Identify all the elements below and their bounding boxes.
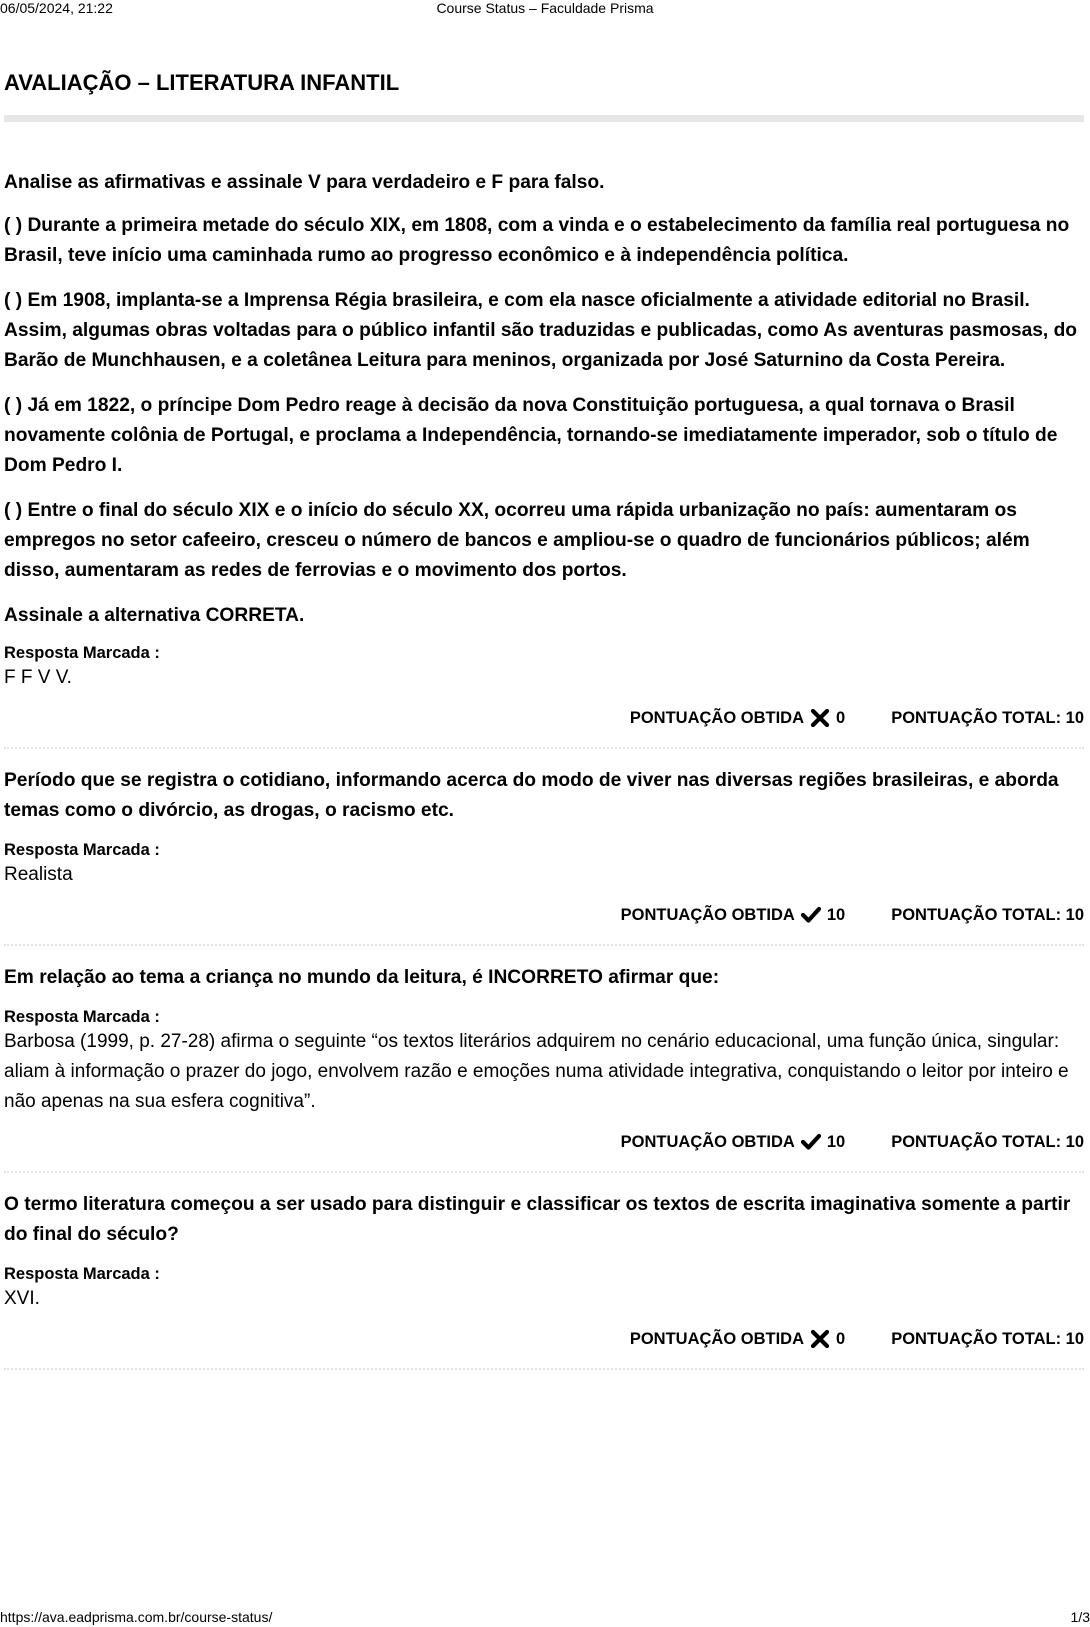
answer-label: Resposta Marcada : (4, 1265, 160, 1283)
score-row (4, 904, 1084, 926)
title-divider (4, 115, 1084, 122)
score-obtained-label: PONTUAÇÃO OBTIDA (620, 906, 795, 924)
question-divider (4, 1171, 1084, 1173)
marked-answer: Realista (4, 864, 73, 885)
question-1-instruction: Analise as afirmativas e assinale V para verdadeiro e F para falso. (4, 172, 605, 193)
score-obtained-label: PONTUAÇÃO OBTIDA (620, 1133, 795, 1151)
x-mark-icon (810, 1330, 830, 1348)
question-1-prompt: Assinale a alternativa CORRETA. (4, 605, 305, 626)
score-obtained (630, 707, 845, 729)
score-obtained-value: 10 (826, 1133, 846, 1151)
score-obtained (621, 1131, 846, 1153)
score-row (4, 1328, 1084, 1350)
answer-label: Resposta Marcada : (4, 644, 160, 662)
page-title: AVALIAÇÃO – LITERATURA INFANTIL (4, 70, 400, 95)
marked-answer: Barbosa (1999, p. 27-28) afirma o seguinte “os textos literários adquirem no cenário educacional, uma função única, singular: aliam à informação o prazer do jogo, envolvem razão e emoções numa atividade integrativa, conquistando o leitor por inteiro e não apenas na sua esfera cognitiva”. (4, 1031, 1069, 1112)
page-number: 1/3 (1070, 1609, 1090, 1625)
score-row (4, 707, 1084, 729)
print-header (0, 0, 1090, 20)
score-obtained-value: 0 (836, 709, 846, 727)
check-mark-icon (801, 1133, 821, 1151)
question-4 (4, 1190, 1084, 1350)
print-document-title: Course Status – Faculdade Prisma (436, 0, 654, 16)
marked-answer: F F V V. (4, 667, 72, 688)
check-mark-icon (801, 906, 821, 924)
question-4-text: O termo literatura começou a ser usado para distinguir e classificar os textos de escrita imaginativa somente a partir do final do século? (4, 1194, 1071, 1245)
score-obtained-value: 10 (826, 906, 846, 924)
marked-answer: XVI. (4, 1288, 40, 1309)
question-3 (4, 963, 1084, 1153)
score-row (4, 1131, 1084, 1153)
answer-label: Resposta Marcada : (4, 1008, 160, 1026)
question-divider (4, 944, 1084, 946)
score-obtained (621, 904, 846, 926)
score-obtained-label: PONTUAÇÃO OBTIDA (629, 709, 804, 727)
question-1-statement-2: ( ) Em 1908, implanta-se a Imprensa Régia brasileira, e com ela nasce oficialmente a atividade editorial no Brasil. Assim, algumas obras voltadas para o público infantil são traduzidas e publicadas, como As aventuras pasmosas, do Barão de Munchhausen, e a coletânea Leitura para meninos, organizada por José Saturnino da Costa Pereira. (4, 290, 1078, 371)
question-1-statement-3: ( ) Já em 1822, o príncipe Dom Pedro reage à decisão da nova Constituição portuguesa, a qual tornava o Brasil novamente colônia de Portugal, e proclama a Independência, tornando-se imediatamente imperador, sob o título de Dom Pedro I. (4, 395, 1058, 476)
question-1 (4, 168, 1084, 729)
score-total: PONTUAÇÃO TOTAL: 10 (891, 709, 1084, 727)
score-total: PONTUAÇÃO TOTAL: 10 (891, 1330, 1084, 1348)
question-divider (4, 1368, 1084, 1370)
x-mark-icon (810, 709, 830, 727)
question-divider (4, 747, 1084, 749)
answer-label: Resposta Marcada : (4, 841, 160, 859)
question-1-statement-4: ( ) Entre o final do século XIX e o início do século XX, ocorreu uma rápida urbanização no país: aumentaram os empregos no setor cafeeiro, cresceu o número de bancos e ampliou-se o quadro de funcionários públicos; além disso, aumentaram as redes de ferrovias e o movimento dos portos. (4, 500, 1030, 581)
score-total: PONTUAÇÃO TOTAL: 10 (891, 1133, 1084, 1151)
question-1-statement-1: ( ) Durante a primeira metade do século XIX, em 1808, com a vinda e o estabelecimento da família real portuguesa no Brasil, teve início uma caminhada rumo ao progresso econômico e à independência política. (4, 215, 1070, 266)
score-obtained-label: PONTUAÇÃO OBTIDA (629, 1330, 804, 1348)
score-obtained (630, 1328, 845, 1350)
print-url: https://ava.eadprisma.com.br/course-status/ (0, 1609, 273, 1625)
course-status-content (4, 60, 1084, 1370)
question-2-text: Período que se registra o cotidiano, informando acerca do modo de viver nas diversas regiões brasileiras, e aborda temas como o divórcio, as drogas, o racismo etc. (4, 770, 1059, 821)
print-footer (0, 1609, 1090, 1627)
question-2 (4, 766, 1084, 926)
score-obtained-value: 0 (836, 1330, 846, 1348)
print-datetime: 06/05/2024, 21:22 (0, 0, 113, 16)
question-3-text: Em relação ao tema a criança no mundo da leitura, é INCORRETO afirmar que: (4, 967, 720, 988)
score-total: PONTUAÇÃO TOTAL: 10 (891, 906, 1084, 924)
